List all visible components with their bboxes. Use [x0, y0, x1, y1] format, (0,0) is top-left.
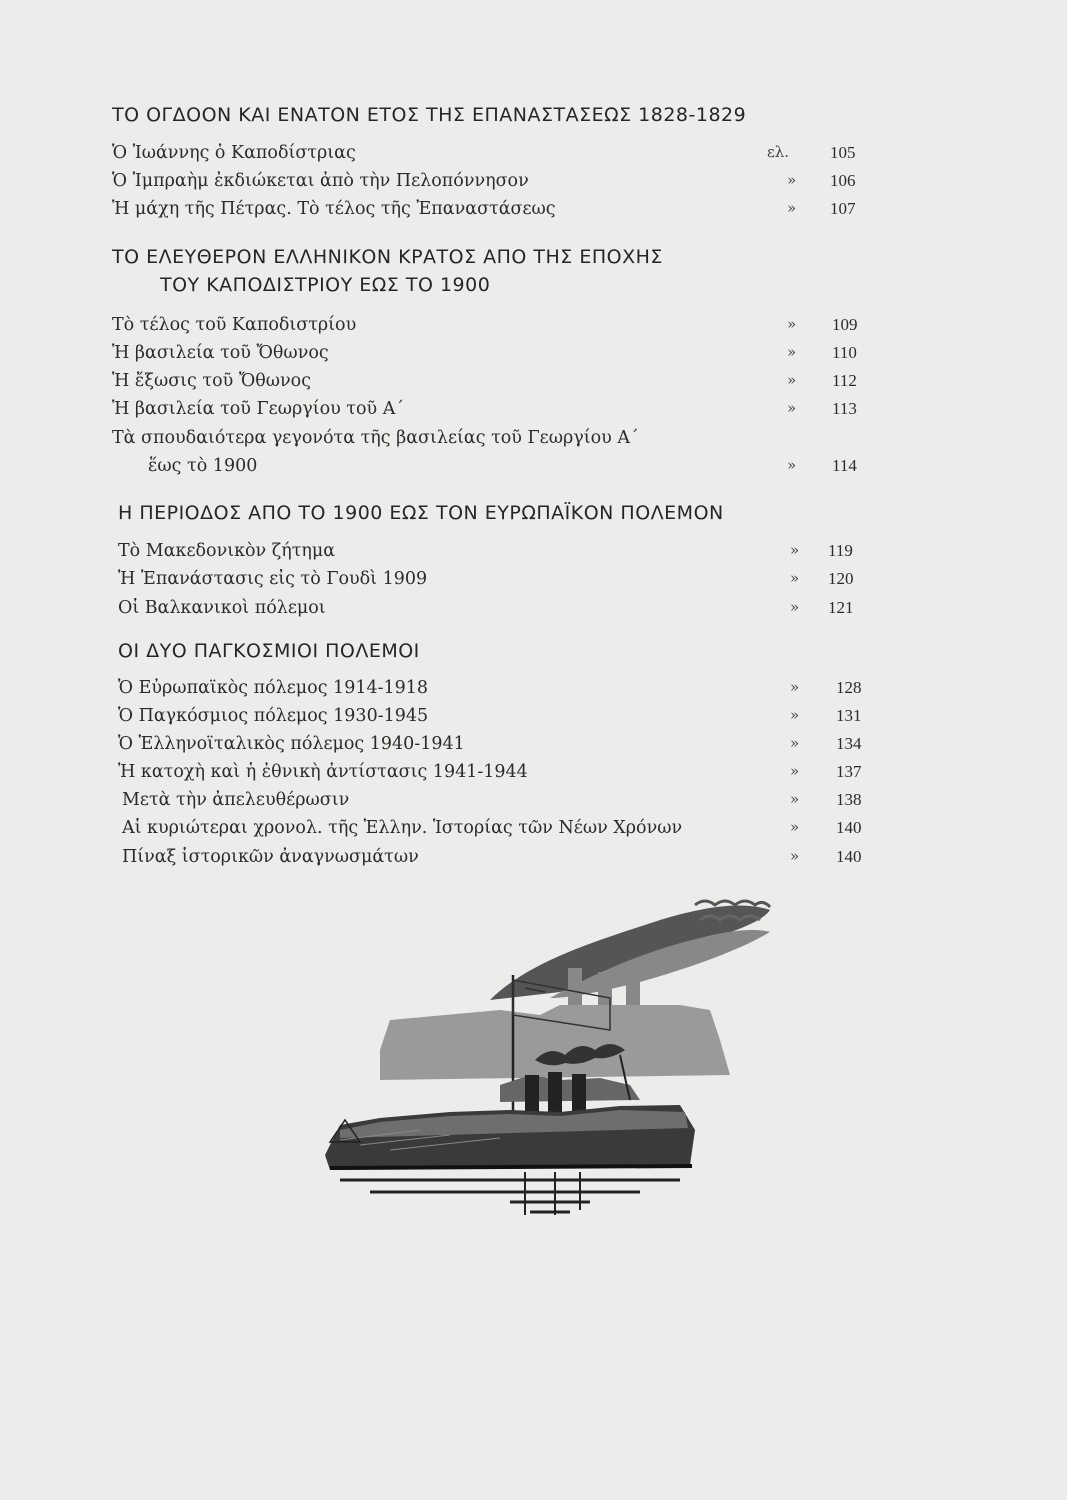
- entry-marker: »: [787, 343, 797, 361]
- entry-marker: »: [790, 818, 800, 836]
- entry-marker: »: [790, 847, 800, 865]
- entry-title: Οἱ Βαλκανικοὶ πόλεμοι: [118, 598, 326, 618]
- toc-entry: [118, 706, 878, 732]
- entry-title: Τὸ Μακεδονικὸν ζήτημα: [118, 541, 336, 561]
- toc-entry: [118, 678, 878, 704]
- toc-entry: [112, 199, 872, 225]
- entry-page-number: 134: [836, 734, 862, 753]
- entry-marker: »: [787, 371, 797, 389]
- entry-title: Ὁ Ἰωάννης ὁ Καποδίστριας: [112, 143, 356, 163]
- entry-marker: ελ.: [767, 143, 790, 161]
- entry-marker: »: [787, 315, 797, 333]
- entry-page-number: 114: [832, 456, 857, 475]
- entry-marker: »: [790, 598, 800, 616]
- section-heading: ΟΙ ΔΥΟ ΠΑΓΚΟΣΜΙΟΙ ΠΟΛΕΜΟΙ: [118, 640, 420, 662]
- section-heading-continued: ΤΟΥ ΚΑΠΟΔΙΣΤΡΙΟΥ ΕΩΣ ΤΟ 1900: [160, 274, 491, 296]
- toc-entry: [118, 762, 878, 788]
- entry-page-number: 120: [828, 569, 854, 588]
- toc-entry: [112, 143, 872, 169]
- entry-title: Ὁ Παγκόσμιος πόλεμος 1930-1945: [118, 706, 429, 726]
- entry-page-number: 109: [832, 315, 858, 334]
- toc-entry: [112, 343, 872, 369]
- entry-title: ἕως τὸ 1900: [148, 456, 258, 476]
- entry-page-number: 107: [830, 199, 856, 218]
- entry-page-number: 140: [836, 818, 862, 837]
- entry-page-number: 140: [836, 847, 862, 866]
- toc-entry: [122, 818, 882, 844]
- entry-page-number: 110: [832, 343, 857, 362]
- toc-entry: [118, 734, 878, 760]
- entry-marker: »: [790, 734, 800, 752]
- toc-entry: [122, 790, 882, 816]
- entry-title: Αἱ κυριώτεραι χρονολ. τῆς Ἑλλην. Ἱστορίας τῶν Νέων Χρόνων: [122, 818, 683, 838]
- toc-entry: [118, 569, 878, 595]
- entry-marker: »: [790, 790, 800, 808]
- entry-title: Ὁ Ἑλληνοϊταλικὸς πόλεμος 1940-1941: [118, 734, 465, 754]
- toc-entry: [122, 847, 882, 873]
- toc-entry: [112, 171, 872, 197]
- entry-title: Ἡ Ἐπανάστασις εἰς τὸ Γουδὶ 1909: [118, 569, 428, 589]
- toc-entry-continued: [112, 456, 872, 482]
- entry-page-number: 105: [830, 143, 856, 162]
- entry-page-number: 113: [832, 399, 857, 418]
- entry-marker: »: [790, 678, 800, 696]
- entry-title: Ὁ Ἰμπραὴμ ἐκδιώκεται ἀπὸ τὴν Πελοπόννησον: [112, 171, 529, 191]
- entry-page-number: 112: [832, 371, 857, 390]
- toc-entry: [112, 399, 872, 425]
- entry-title: Ἡ βασιλεία τοῦ Ὄθωνος: [112, 343, 329, 363]
- section-heading: ΤΟ ΟΓΔΟΟΝ ΚΑΙ ΕΝΑΤΟΝ ΕΤΟΣ ΤΗΣ ΕΠΑΝΑΣΤΑΣΕΩΣ 1828-1829: [112, 104, 747, 126]
- entry-title: Ὁ Εὐρωπαϊκὸς πόλεμος 1914-1918: [118, 678, 429, 698]
- entry-page-number: 131: [836, 706, 862, 725]
- entry-page-number: 128: [836, 678, 862, 697]
- entry-title: Ἡ κατοχὴ καὶ ἡ ἐθνικὴ ἀντίστασις 1941-1944: [118, 762, 528, 782]
- toc-entry: [112, 371, 872, 397]
- warship-illustration: [300, 880, 800, 1220]
- entry-marker: »: [787, 456, 797, 474]
- entry-marker: »: [790, 762, 800, 780]
- entry-title: Μετὰ τὴν ἀπελευθέρωσιν: [122, 790, 350, 810]
- entry-marker: »: [790, 706, 800, 724]
- entry-page-number: 119: [828, 541, 853, 560]
- toc-entry: [112, 315, 872, 341]
- entry-title: Τὰ σπουδαιότερα γεγονότα τῆς βασιλείας τοῦ Γεωργίου Α΄: [112, 428, 639, 448]
- entry-marker: »: [790, 569, 800, 587]
- entry-page-number: 137: [836, 762, 862, 781]
- entry-page-number: 138: [836, 790, 862, 809]
- entry-page-number: 121: [828, 598, 854, 617]
- entry-marker: »: [790, 541, 800, 559]
- entry-marker: »: [787, 199, 797, 217]
- toc-entry: [112, 428, 872, 454]
- entry-title: Τὸ τέλος τοῦ Καποδιστρίου: [112, 315, 357, 335]
- water-reflection: [340, 1172, 680, 1215]
- toc-entry: [118, 598, 878, 624]
- section-heading: ΤΟ ΕΛΕΥΘΕΡΟΝ ΕΛΛΗΝΙΚΟΝ ΚΡΑΤΟΣ ΑΠΟ ΤΗΣ ΕΠΟΧΗΣ: [112, 246, 663, 268]
- entry-marker: »: [787, 171, 797, 189]
- entry-title: Ἡ βασιλεία τοῦ Γεωργίου τοῦ Α΄: [112, 399, 405, 419]
- entry-title: Ἡ μάχη τῆς Πέτρας. Τὸ τέλος τῆς Ἐπαναστάσεως: [112, 199, 556, 219]
- toc-entry: [118, 541, 878, 567]
- entry-marker: »: [787, 399, 797, 417]
- entry-title: Πίναξ ἱστορικῶν ἀναγνωσμάτων: [122, 847, 419, 867]
- entry-page-number: 106: [830, 171, 856, 190]
- section-heading: Η ΠΕΡΙΟΔΟΣ ΑΠΟ ΤΟ 1900 ΕΩΣ ΤΟΝ ΕΥΡΩΠΑΪΚΟΝ ΠΟΛΕΜΟΝ: [118, 502, 724, 524]
- entry-title: Ἡ ἔξωσις τοῦ Ὄθωνος: [112, 371, 311, 391]
